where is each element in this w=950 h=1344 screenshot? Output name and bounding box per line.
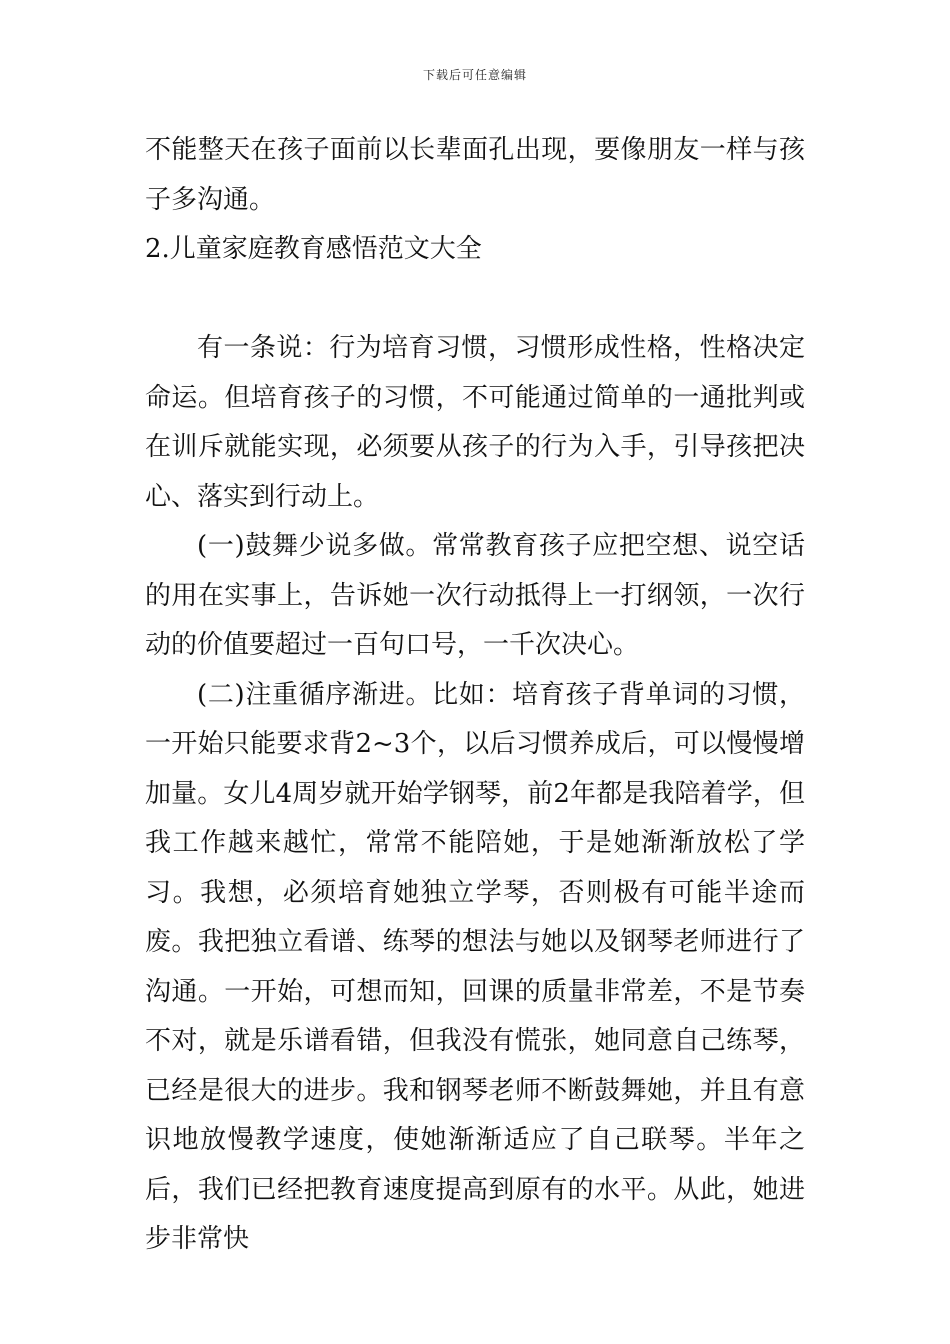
document-body [145, 126, 805, 1265]
paragraph-continuation: 不能整天在孩子面前以长辈面孔出现，要像朋友一样与孩子多沟通。 [145, 135, 805, 215]
paragraph-point-one: (一)鼓舞少说多做。常常教育孩子应把空想、说空话的用在实事上，告诉她一次行动抵得上一打纲领，一次行动的价值要超过一百句口号，一千次决心。 [145, 531, 805, 660]
section-heading: 2.儿童家庭教育感悟范文大全 [145, 234, 482, 264]
blank-line [145, 275, 805, 325]
header-note: 下载后可任意编辑 [422, 68, 527, 82]
paragraph-habits: 有一条说：行为培育习惯，习惯形成性格，性格决定命运。但培育孩子的习惯，不可能通过简单的一通批判或在训斥就能实现，必须要从孩子的行为入手，引导孩把决心、落实到行动上。 [145, 333, 805, 512]
paragraph-point-two: (二)注重循序渐进。比如：培育孩子背单词的习惯，一开始只能要求背2~3个，以后习惯养成后，可以慢慢增加量。女儿4周岁就开始学钢琴，前2年都是我陪着学，但我工作越来越忙，常常不能陪她，于是她渐渐放松了学习。我想，必须培育她独立学琴，否则极有可能半途而废。我把独立看谱、练琴的想法与她以及钢琴老师进行了沟通。一开始，可想而知，回课的质量非常差，不是节奏不对，就是乐谱看错，但我没有慌张，她同意自己练琴，已经是很大的进步。我和钢琴老师不断鼓舞她，并且有意识地放慢教学速度，使她渐渐适应了自己联琴。半年之后，我们已经把教育速度提高到原有的水平。从此，她进步非常快 [145, 679, 805, 1254]
